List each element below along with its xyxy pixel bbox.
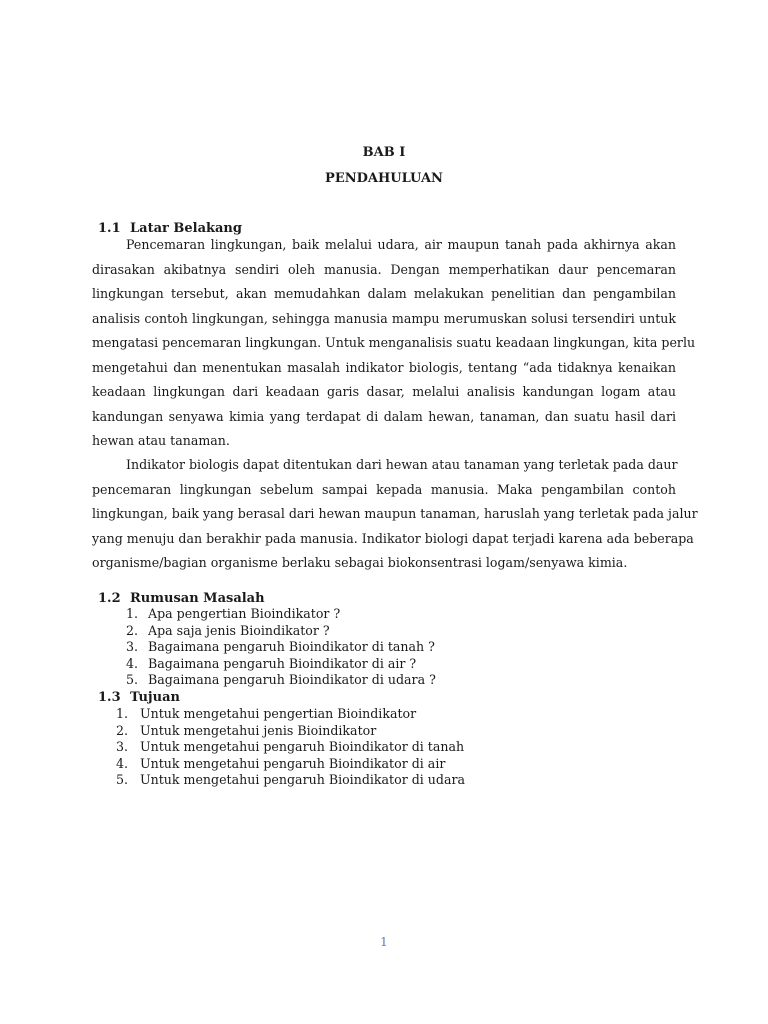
list-item: [126, 656, 436, 673]
rumusan-masalah-list: [126, 606, 436, 689]
list-item-number: 4.: [126, 655, 139, 671]
list-item: [116, 756, 465, 773]
list-item-number: 1.: [116, 706, 129, 721]
list-item-text: Untuk mengetahui pengaruh Bioindikator di udara: [140, 772, 466, 787]
paragraph-line: lingkungan, baik yang berasal dari hewan maupun tanaman, haruslah yang terletak pada jalur: [92, 506, 698, 521]
section-heading-tujuan: [98, 690, 180, 705]
page-number: 1: [380, 935, 388, 949]
list-item-number: 5.: [116, 772, 129, 787]
list-item-text: Bagaimana pengaruh Bioindikator di tanah ?: [148, 639, 435, 654]
list-item-text: Apa saja jenis Bioindikator ?: [148, 622, 330, 638]
paragraph-line: kandungan senyawa kimia yang terdapat di dalam hewan, tanaman, dan suatu hasil dari: [92, 408, 676, 424]
chapter-title: PENDAHULUAN: [325, 171, 443, 186]
section-title: Rumusan Masalah: [130, 591, 265, 606]
paragraph-line: yang menuju dan berakhir pada manusia. Indikator biologi dapat terjadi karena ada beberapa: [92, 530, 694, 546]
paragraph-line: mengetahui dan menentukan masalah indikator biologis, tentang “ada tidaknya kenaikan: [92, 359, 676, 375]
list-item-number: 4.: [116, 755, 129, 771]
list-item-text: Untuk mengetahui pengaruh Bioindikator di tanah: [140, 739, 465, 754]
paragraph-line: Indikator biologis dapat ditentukan dari hewan atau tanaman yang terletak pada daur: [126, 457, 678, 472]
paragraph-line: Pencemaran lingkungan, baik melalui udara, air maupun tanah pada akhirnya akan: [126, 237, 676, 252]
list-item-number: 1.: [126, 606, 139, 621]
list-item-text: Untuk mengetahui pengaruh Bioindikator di air: [140, 755, 446, 771]
paragraph-line: keadaan lingkungan dari keadaan garis dasar, melalui analisis kandungan logam atau: [92, 384, 676, 399]
list-item: [116, 723, 465, 740]
paragraph-line: mengatasi pencemaran lingkungan. Untuk menganalisis suatu keadaan lingkungan, kita perlu: [92, 335, 696, 350]
list-item-number: 2.: [116, 722, 129, 738]
list-item: [116, 706, 465, 723]
list-item-text: Apa pengertian Bioindikator ?: [148, 606, 341, 621]
paragraph-line: lingkungan tersebut, akan memudahkan dalam melakukan penelitian dan pengambilan: [92, 286, 676, 301]
list-item-text: Untuk mengetahui jenis Bioindikator: [140, 722, 377, 738]
list-item-number: 3.: [126, 639, 139, 654]
section-title: Latar Belakang: [130, 221, 242, 236]
list-item: [126, 672, 436, 689]
paragraph-latar-belakang-2: [92, 453, 698, 576]
section-title: Tujuan: [130, 690, 180, 705]
section-number: 1.3: [98, 690, 121, 705]
tujuan-list: [116, 706, 465, 789]
list-item: [126, 606, 436, 623]
section-number: 1.2: [98, 591, 121, 606]
section-heading-rumusan-masalah: [98, 591, 265, 606]
paragraph-line: dirasakan akibatnya sendiri oleh manusia. Dengan memperhatikan daur pencemaran: [92, 261, 676, 277]
list-item-number: 2.: [126, 622, 139, 638]
list-item-text: Bagaimana pengaruh Bioindikator di air ?: [148, 655, 417, 671]
list-item: [126, 623, 436, 640]
list-item: [116, 739, 465, 756]
list-item-number: 3.: [116, 739, 129, 754]
chapter-label: BAB I: [362, 145, 406, 160]
paragraph-line: analisis contoh lingkungan, sehingga manusia mampu merumuskan solusi tersendiri untuk: [92, 310, 676, 326]
paragraph-latar-belakang-1: [92, 233, 696, 454]
paragraph-line: pencemaran lingkungan sebelum sampai kepada manusia. Maka pengambilan contoh: [92, 481, 676, 497]
paragraph-line: hewan atau tanaman.: [92, 433, 230, 448]
list-item: [126, 639, 436, 656]
list-item-text: Bagaimana pengaruh Bioindikator di udara ?: [148, 672, 436, 687]
list-item-text: Untuk mengetahui pengertian Bioindikator: [140, 706, 417, 721]
paragraph-line: organisme/bagian organisme berlaku sebagai biokonsentrasi logam/senyawa kimia.: [92, 555, 628, 570]
list-item: [116, 772, 465, 789]
section-number: 1.1: [98, 221, 121, 236]
list-item-number: 5.: [126, 672, 139, 687]
